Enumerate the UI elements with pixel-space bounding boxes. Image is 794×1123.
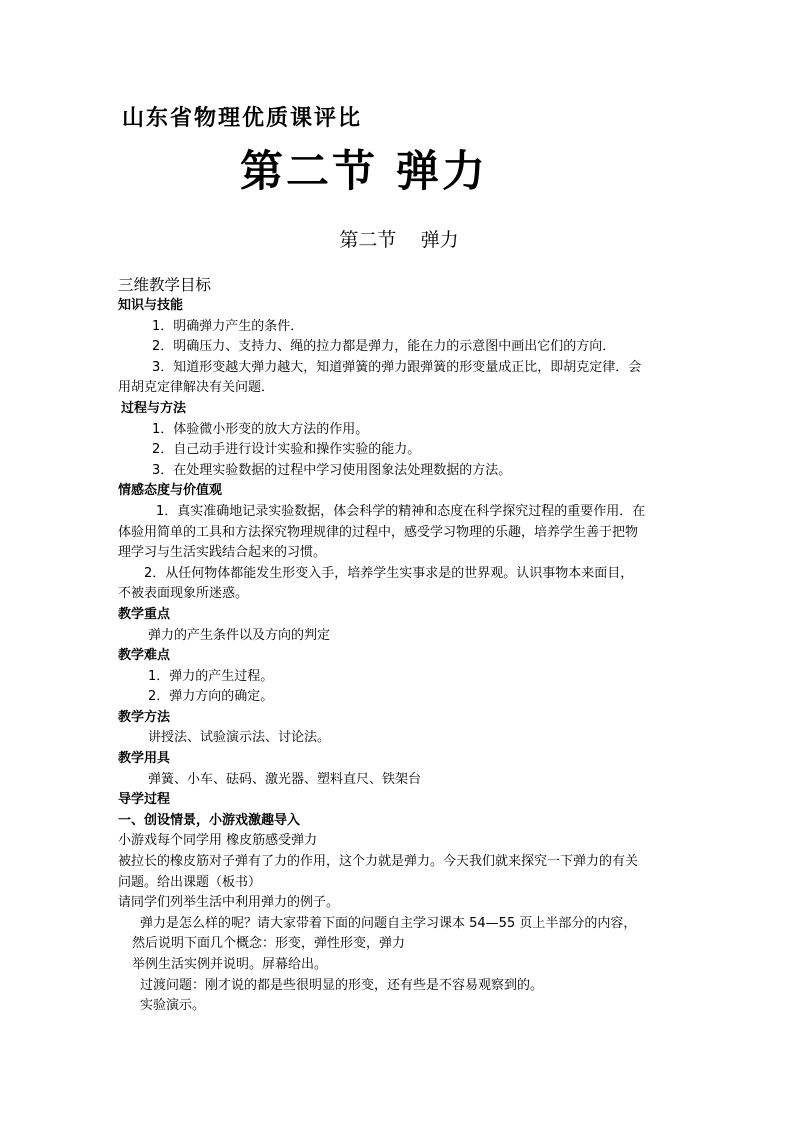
lesson-sub-title [0, 227, 794, 253]
lesson-sub-title-text: 第二节 弹力 [339, 229, 459, 251]
difficulty-item-1: 1．弹力的产生过程。 [148, 668, 274, 684]
key-points-item-1: 弹力的产生条件以及方向的判定 [148, 627, 331, 643]
knowledge-item-2: 2．明确压力、支持力、绳的拉力都是弹力，能在力的示意图中画出它们的方向． [152, 339, 616, 355]
section-1-line-1: 小游戏每个同学用 橡皮筋感受弹力 [118, 833, 318, 849]
emotion-heading: 情感态度与价值观 [118, 483, 223, 499]
goals-heading: 三维教学目标 [118, 276, 212, 294]
tools-heading: 教学用具 [118, 751, 171, 767]
process-item-2: 2．自己动手进行设计实验和操作实验的能力。 [152, 442, 421, 458]
emotion-item-1b: 体验用简单的工具和方法探究物理规律的过程中，感受学习物理的乐趣，培养学生善于把物 [118, 524, 639, 540]
guide-heading: 导学过程 [118, 792, 171, 808]
difficulty-item-2: 2．弹力方向的确定。 [148, 689, 274, 705]
section-1-line-2a: 被拉长的橡皮筋对子弹有了力的作用，这个力就是弹力。今天我们就来探究一下弹力的有关 [118, 854, 639, 870]
section-1-line-2b: 问题。给出课题（板书） [118, 874, 262, 890]
emotion-item-2b: 不被表面现象所迷惑。 [118, 586, 249, 602]
emotion-item-1c: 理学习与生活实践结合起来的习惯。 [118, 545, 327, 561]
section-1-heading: 一、创设情景，小游戏激趣导入 [118, 812, 301, 828]
section-1-line-7: 过渡问题：刚才说的都是些很明显的形变，还有些是不容易观察到的。 [140, 977, 544, 993]
section-1-line-4: 弹力是怎么样的呢？请大家带着下面的问题自主学习课本 54—55 页上半部分的内容， [140, 915, 637, 931]
lesson-big-title: 第二节 弹力 [240, 147, 488, 197]
method-heading: 教学方法 [118, 709, 171, 725]
section-1-line-8: 实验演示。 [140, 998, 206, 1014]
contest-title: 山东省物理优质课评比 [122, 106, 363, 131]
section-1-line-6: 举例生活实例并说明。屏幕给出。 [132, 957, 328, 972]
process-item-3: 3．在处理实验数据的过程中学习使用图象法处理数据的方法。 [152, 462, 512, 478]
knowledge-item-3a: 3．知道形变越大弹力越大，知道弹簧的弹力跟弹簧的形变量成正比，即胡克定律．会 [152, 359, 642, 375]
emotion-item-1a: 1．真实准确地记录实验数据，体会科学的精神和态度在科学探究过程的重要作用．在 [156, 503, 646, 519]
lesson-body [118, 274, 684, 1017]
emotion-item-2a: 2．从任何物体都能发生形变入手，培养学生实事求是的世界观。认识事物本来面目， [144, 565, 634, 581]
knowledge-item-1: 1．明确弹力产生的条件． [152, 318, 304, 334]
method-item-1: 讲授法、试验演示法、讨论法。 [148, 730, 331, 746]
key-points-heading: 教学重点 [118, 606, 171, 622]
difficulty-heading: 教学难点 [118, 648, 171, 664]
process-item-1: 1．体验微小形变的放大方法的作用。 [152, 421, 369, 437]
knowledge-item-3b: 用胡克定律解决有关问题． [118, 380, 275, 396]
knowledge-heading: 知识与技能 [118, 298, 184, 313]
section-1-line-3: 请同学们列举生活中利用弹力的例子。 [118, 895, 340, 911]
process-heading: 过程与方法 [121, 400, 187, 416]
tools-item-1: 弹簧、小车、砝码、激光器、塑料直尺、铁架台 [148, 771, 422, 787]
section-1-line-5: 然后说明下面几个概念：形变，弹性形变，弹力 [132, 936, 406, 952]
